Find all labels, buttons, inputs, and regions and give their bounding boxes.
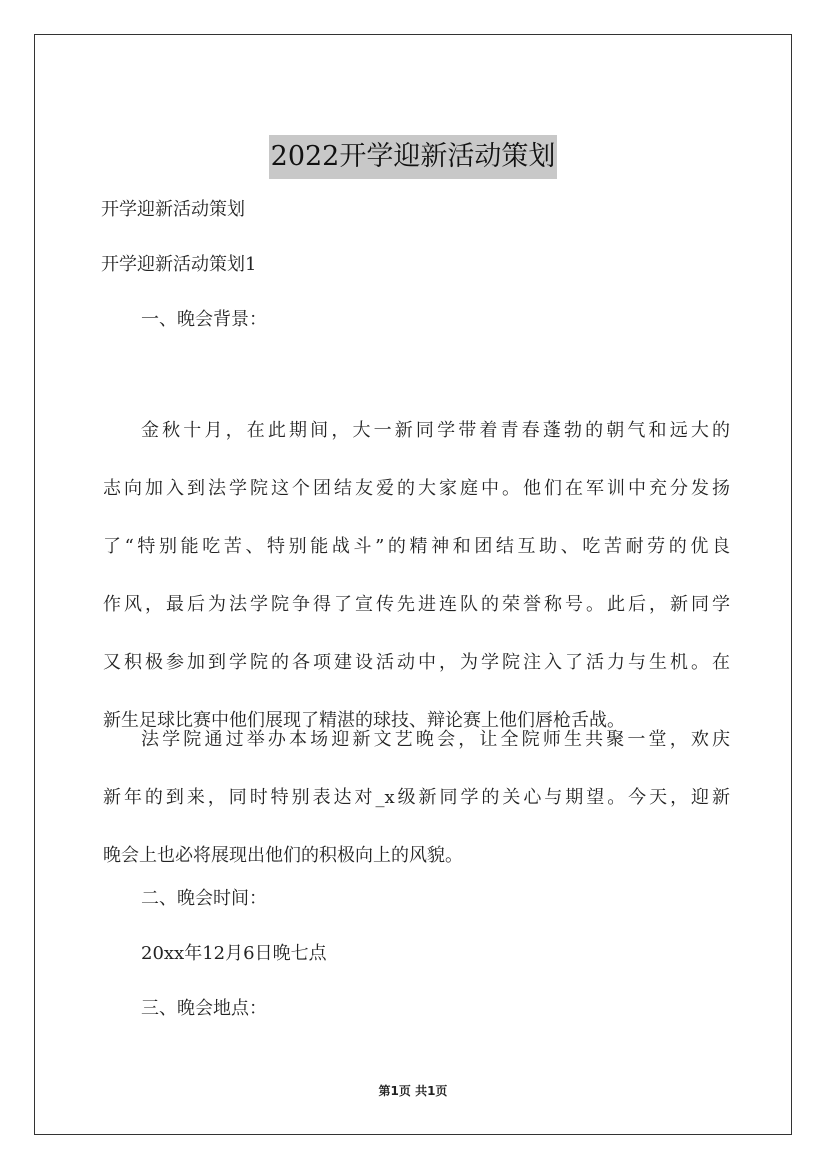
paragraph-line: 晚会上也必将展现出他们的积极向上的风貌。	[103, 845, 463, 866]
subtitle: 开学迎新活动策划	[101, 199, 245, 220]
document-page	[34, 34, 792, 1135]
page-footer	[35, 1082, 791, 1099]
event-time: 20xx年12月6日晚七点	[141, 943, 327, 964]
section-heading: 开学迎新活动策划1	[101, 254, 257, 275]
heading-location: 三、晚会地点：	[141, 998, 267, 1019]
heading-time: 二、晚会时间：	[141, 888, 267, 909]
paragraph-line: 法学院通过举办本场迎新文艺晚会，让全院师生共聚一堂，欢庆	[141, 729, 730, 750]
paragraph-background	[103, 402, 730, 750]
paragraph-line: 金秋十月，在此期间，大一新同学带着青春蓬勃的朝气和远大的	[141, 420, 730, 441]
title-wrap	[35, 135, 791, 179]
paragraph-line: 又积极参加到学院的各项建设活动中，为学院注入了活力与生机。在	[103, 652, 730, 673]
document-title: 2022开学迎新活动策划	[269, 135, 558, 179]
paragraph-line: 作风，最后为法学院争得了宣传先进连队的荣誉称号。此后，新同学	[103, 594, 730, 615]
paragraph-line: 志向加入到法学院这个团结友爱的大家庭中。他们在军训中充分发扬	[103, 478, 730, 499]
paragraph-purpose	[103, 711, 730, 885]
paragraph-line: 新生足球比赛中他们展现了精湛的球技、辩论赛上他们唇枪舌战。	[103, 710, 625, 731]
heading-background: 一、晚会背景：	[141, 309, 267, 330]
paragraph-line: 了“特别能吃苦、特别能战斗”的精神和团结互助、吃苦耐劳的优良	[103, 536, 730, 557]
paragraph-line: 新年的到来，同时特别表达对_x级新同学的关心与期望。今天，迎新	[103, 787, 730, 808]
page-number: 第1页 共1页	[378, 1084, 448, 1098]
